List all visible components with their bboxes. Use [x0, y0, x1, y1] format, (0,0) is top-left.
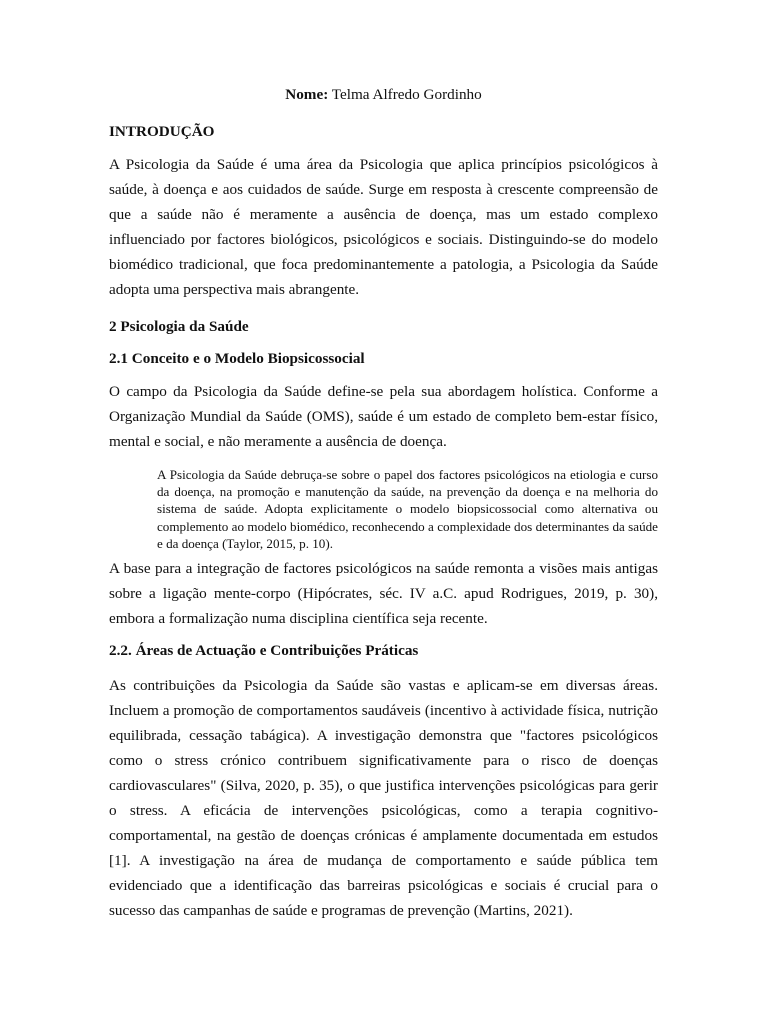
section-2-2-heading: 2.2. Áreas de Actuação e Contribuições Práticas: [109, 642, 419, 660]
author-name-line: [109, 85, 658, 105]
name-label: Nome:: [285, 86, 329, 103]
section-2-2-paragraph: As contribuições da Psicologia da Saúde são vastas e aplicam-se em diversas áreas. Incluem a promoção de comportamentos saudáveis (incentivo à actividade física, nutrição equilibrada, cessação tabágica). A investigação demonstra que "factores psicológicos como o stress crónico contribuem significativamente para o risco de doenças cardiovasculares" (Silva, 2020, p. 35), o que justifica intervenções psicológicas para gerir o stress. A eficácia de intervenções psicológicas, como a terapia cognitivo-comportamental, na gestão de doenças crónicas é amplamente documentada em estudos [1]. A investigação na área de mudança de comportamento e saúde pública tem evidenciado que a identificação das barreiras psicológicas e sociais é crucial para o sucesso das campanhas de saúde e programas de prevenção (Martins, 2021).: [109, 677, 658, 920]
intro-paragraph: A Psicologia da Saúde é uma área da Psicologia que aplica princípios psicológicos à saúde, à doença e aos cuidados de saúde. Surge em resposta à crescente compreensão de que a saúde não é meramente a ausência de doença, mas um estado complexo influenciado por factores biológicos, psicológicos e sociais. Distinguindo-se do modelo biomédico tradicional, que foca predominantemente a patologia, a Psicologia da Saúde adopta uma perspectiva mais abrangente.: [109, 156, 658, 298]
section-2-1-paragraph-2: A base para a integração de factores psicológicos na saúde remonta a visões mais antigas sobre a ligação mente-corpo (Hipócrates, séc. IV a.C. apud Rodrigues, 2019, p. 30), embora a formalização numa disciplina científica seja recente.: [109, 560, 658, 628]
intro-heading: INTRODUÇÃO: [109, 123, 215, 140]
section-2-heading: 2 Psicologia da Saúde: [109, 318, 249, 335]
section-2-1-paragraph-1: O campo da Psicologia da Saúde define-se pela sua abordagem holística. Conforme a Organização Mundial da Saúde (OMS), saúde é um estado de completo bem-estar físico, mental e social, e não meramente a ausência de doença.: [109, 383, 658, 450]
section-2-1-heading: 2.1 Conceito e o Modelo Biopsicossocial: [109, 350, 365, 367]
name-value: Telma Alfredo Gordinho: [331, 86, 482, 103]
document-page: [109, 85, 658, 923]
block-quote: A Psicologia da Saúde debruça-se sobre o papel dos factores psicológicos na etiologia e curso da doença, na promoção e manutenção da saúde, na prevenção da doença e na melhoria do sistema de saúde. Adopta explicitamente o modelo biopsicossocial como alternativa ou complemento ao modelo biomédico, reconhecendo a complexidade dos determinantes da saúde e da doença (Taylor, 2015, p. 10).: [157, 467, 658, 551]
